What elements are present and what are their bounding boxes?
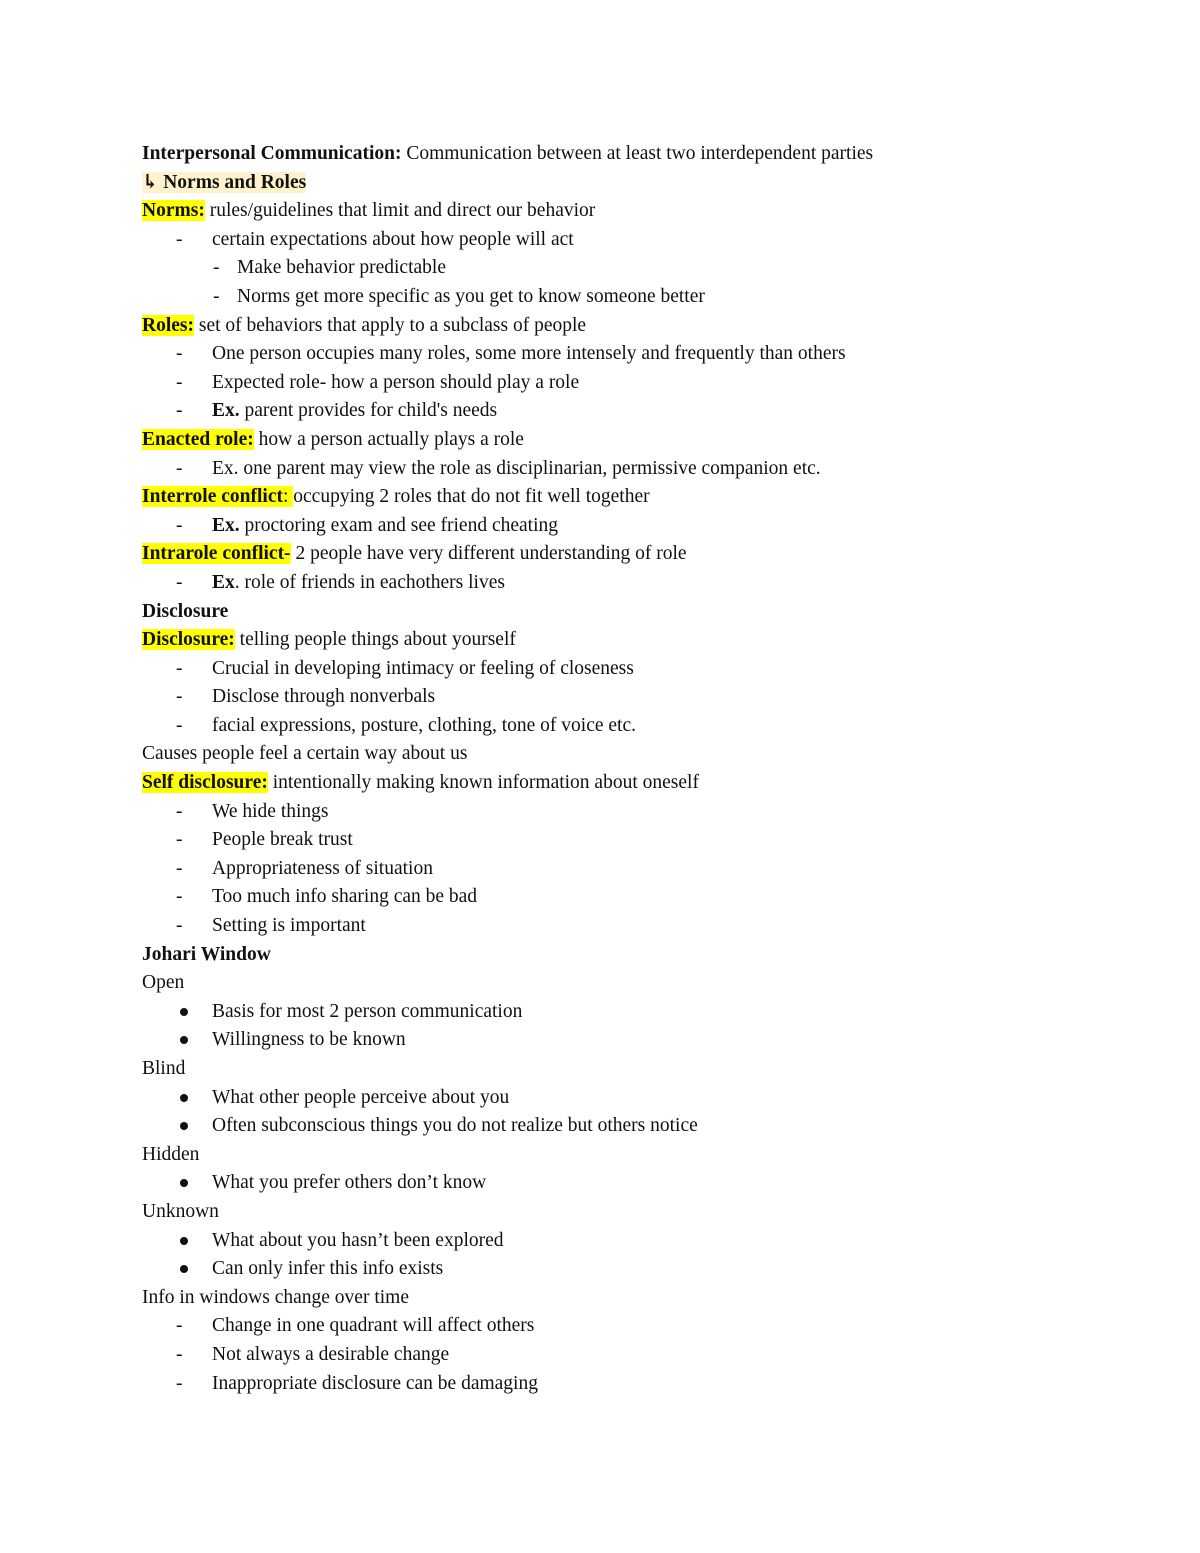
- definition-text: set of behaviors that apply to a subclass of people: [194, 314, 587, 336]
- intro-text: Communication between at least two interdependent parties: [401, 143, 874, 164]
- bullet-icon: [180, 1036, 188, 1044]
- plain-line: Info in windows change over time: [142, 1286, 409, 1308]
- intro-line: [142, 140, 1142, 169]
- list-item: - Disclose through nonverbals: [142, 683, 1142, 712]
- bullet-icon: [180, 1008, 188, 1016]
- dash-marker: -: [176, 514, 183, 536]
- definition-text: how a person actually plays a role: [253, 428, 524, 450]
- dash-marker: -: [176, 1315, 183, 1337]
- bullet-icon: [180, 1122, 188, 1130]
- dash-marker: -: [176, 686, 183, 708]
- definition-text: 2 people have very different understanding of role: [290, 543, 687, 565]
- dash-marker: -: [176, 800, 183, 822]
- dash-marker: -: [176, 228, 183, 250]
- intro-term: Interpersonal Communication:: [142, 143, 402, 164]
- list-item: - certain expectations about how people will act: [142, 226, 1142, 255]
- list-item: - Not always a desirable change: [142, 1341, 1142, 1370]
- section-title: Norms and Roles: [163, 171, 307, 193]
- list-item: - Appropriateness of situation: [142, 855, 1142, 884]
- dash-marker: -: [176, 457, 183, 479]
- list-item: - Ex. one parent may view the role as disciplinarian, permissive companion etc.: [142, 455, 1142, 484]
- list-item: - Setting is important: [142, 912, 1142, 941]
- sub-list-item: - Norms get more specific as you get to know someone better: [142, 283, 1142, 312]
- definition-line: [142, 426, 1142, 455]
- definition-text: intentionally making known information about oneself: [267, 772, 699, 794]
- dash-marker: -: [176, 571, 183, 593]
- definition-line: [142, 197, 1142, 226]
- term-highlight: Disclosure:: [142, 629, 235, 651]
- term-highlight: Self disclosure:: [142, 772, 268, 794]
- dash-marker: -: [176, 657, 183, 679]
- bullet-item: Basis for most 2 person communication: [142, 998, 1142, 1027]
- arrow-icon: ↳: [142, 171, 159, 193]
- quadrant-label-unknown: Unknown: [142, 1200, 219, 1222]
- dash-marker: -: [176, 829, 183, 851]
- list-item: - Ex. parent provides for child's needs: [142, 397, 1142, 426]
- list-item: - Ex. role of friends in eachothers lives: [142, 569, 1142, 598]
- bullet-item: What other people perceive about you: [142, 1084, 1142, 1113]
- bullet-icon: [180, 1179, 188, 1187]
- term-highlight: Intrarole conflict-: [142, 543, 291, 565]
- section-heading-johari: Johari Window: [142, 943, 271, 965]
- dash-marker: -: [176, 400, 183, 422]
- quadrant-label-hidden: Hidden: [142, 1143, 200, 1165]
- term-highlight: Enacted role:: [142, 428, 254, 450]
- bullet-item: What about you hasn’t been explored: [142, 1227, 1142, 1256]
- bullet-icon: [180, 1237, 188, 1245]
- bullet-icon: [180, 1265, 188, 1273]
- bullet-item: What you prefer others don’t know: [142, 1169, 1142, 1198]
- term-highlight: Norms:: [142, 200, 205, 222]
- definition-text: occupying 2 roles that do not fit well together: [293, 486, 650, 508]
- dash-marker: -: [176, 1343, 183, 1365]
- list-item: - facial expressions, posture, clothing, tone of voice etc.: [142, 712, 1142, 741]
- document-page: [142, 140, 1142, 1398]
- list-item: - Ex. proctoring exam and see friend cheating: [142, 512, 1142, 541]
- definition-line: Interrole conflict: occupying 2 roles that do not fit well together: [142, 486, 650, 508]
- list-item: - One person occupies many roles, some more intensely and frequently than others: [142, 340, 1142, 369]
- term-highlight: Interrole conflict: [142, 486, 283, 508]
- term-highlight: Roles:: [142, 314, 194, 336]
- list-item: - We hide things: [142, 798, 1142, 827]
- definition-line: [142, 540, 1142, 569]
- dash-marker: -: [176, 857, 183, 879]
- dash-marker: -: [213, 285, 220, 307]
- dash-marker: -: [176, 915, 183, 937]
- dash-marker: -: [176, 886, 183, 908]
- list-item: - People break trust: [142, 826, 1142, 855]
- dash-marker: -: [176, 343, 183, 365]
- definition-text: telling people things about yourself: [234, 629, 516, 651]
- dash-marker: -: [176, 1372, 183, 1394]
- dash-marker: -: [176, 371, 183, 393]
- section-heading-disclosure: Disclosure: [142, 600, 229, 622]
- list-item: - Inappropriate disclosure can be damaging: [142, 1370, 1142, 1399]
- definition-line: [142, 769, 1142, 798]
- quadrant-label-open: Open: [142, 972, 185, 994]
- quadrant-label-blind: Blind: [142, 1058, 186, 1079]
- list-item: - Change in one quadrant will affect others: [142, 1312, 1142, 1341]
- bullet-icon: [180, 1094, 188, 1102]
- dash-marker: -: [176, 714, 183, 736]
- section-heading-norms-roles: [142, 169, 1142, 198]
- plain-line: Causes people feel a certain way about us: [142, 743, 468, 765]
- definition-text: rules/guidelines that limit and direct our behavior: [204, 200, 596, 222]
- sub-list-item: - Make behavior predictable: [142, 254, 1142, 283]
- list-item: - Expected role- how a person should play a role: [142, 369, 1142, 398]
- list-item: - Crucial in developing intimacy or feeling of closeness: [142, 655, 1142, 684]
- definition-line: [142, 312, 1142, 341]
- list-item: - Too much info sharing can be bad: [142, 883, 1142, 912]
- bullet-item: Willingness to be known: [142, 1026, 1142, 1055]
- bullet-item: Can only infer this info exists: [142, 1255, 1142, 1284]
- definition-line: [142, 626, 1142, 655]
- bullet-item: Often subconscious things you do not realize but others notice: [142, 1112, 1142, 1141]
- dash-marker: -: [213, 257, 220, 279]
